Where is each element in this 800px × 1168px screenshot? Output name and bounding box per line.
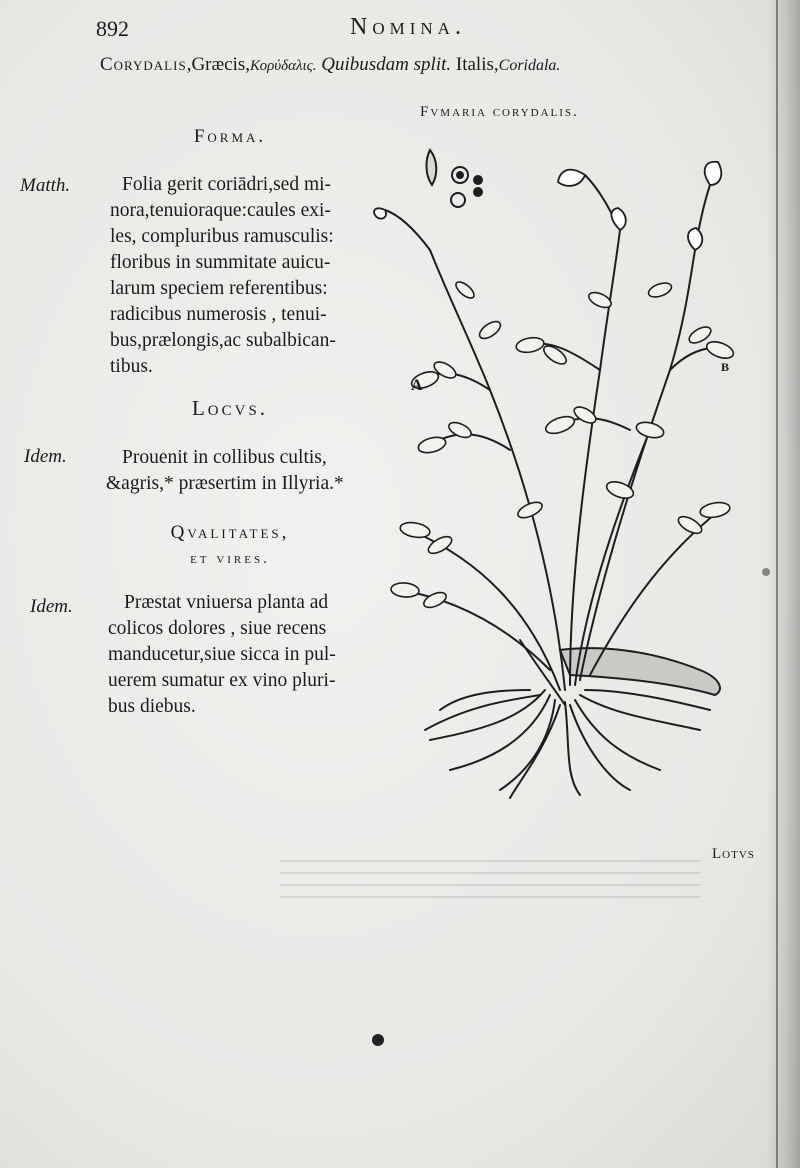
text-line: bus diebus. [108,696,196,717]
heading-locus: Locvs. [191,396,269,420]
page-number: 892 [96,16,129,41]
text-line: uerem sumatur ex vino pluri- [108,670,336,691]
heading-forma: Forma. [193,126,267,147]
page-edge-shadow [766,0,800,1168]
page-edge-line [776,0,778,1168]
text-line: nora,tenuioraque:caules exi- [110,200,331,221]
text-line: colicos dolores , siue recens [108,618,327,639]
text-line: Folia gerit coriādri,sed mi- [122,174,332,195]
italis-label: Italis, [455,54,499,75]
margin-note-idem-1: Idem. [24,446,67,467]
text-line: &agris,* præsertim in Illyria.* [106,473,344,494]
text-line: Præstat vniuersa planta ad [124,592,329,613]
margin-note-idem-2: Idem. [30,596,73,617]
italian-name: Coridala. [498,57,561,74]
figure-caption: Fvmaria corydalis. [420,104,579,120]
bleed-through-text [280,860,700,900]
qualitates-paragraph [108,590,370,720]
text-line: larum speciem referentibus: [110,278,328,299]
text-line: Prouenit in collibus cultis, [122,447,327,468]
ink-spot [372,1034,384,1046]
margin-note-matth: Matth. [20,175,71,196]
text-line: radicibus numerosis , tenui- [110,304,327,325]
plant-name: Corydalis [100,54,187,75]
forma-paragraph [110,172,370,380]
figure-label-b: B [721,360,730,374]
text-line: manducetur,siue sicca in pul- [108,644,336,665]
heading-qualitates-line2: et vires. [190,551,270,567]
catchword: Lotvs [712,846,755,862]
locus-paragraph [106,445,376,497]
quibusdam-name: Quibusdam split. [321,54,452,75]
synonym-line [100,54,660,76]
graecis-label: ,Græcis, [186,54,251,75]
ink-spot [762,568,770,576]
heading-qualitates-line1: Qvalitates, [170,522,290,543]
text-line: floribus in summitate auicu- [110,252,331,273]
text-line: les, compluribus ramusculis: [110,226,334,247]
heading-qualitates [100,520,360,572]
figure-label-a: A [411,377,423,394]
text-line: bus,prælongis,ac subalbican- [110,330,336,351]
greek-name: Κορύδαλις. [250,58,317,74]
plant-woodcut-icon [370,130,750,810]
running-title: Nomina. [350,14,466,40]
text-line: tibus. [110,356,153,377]
